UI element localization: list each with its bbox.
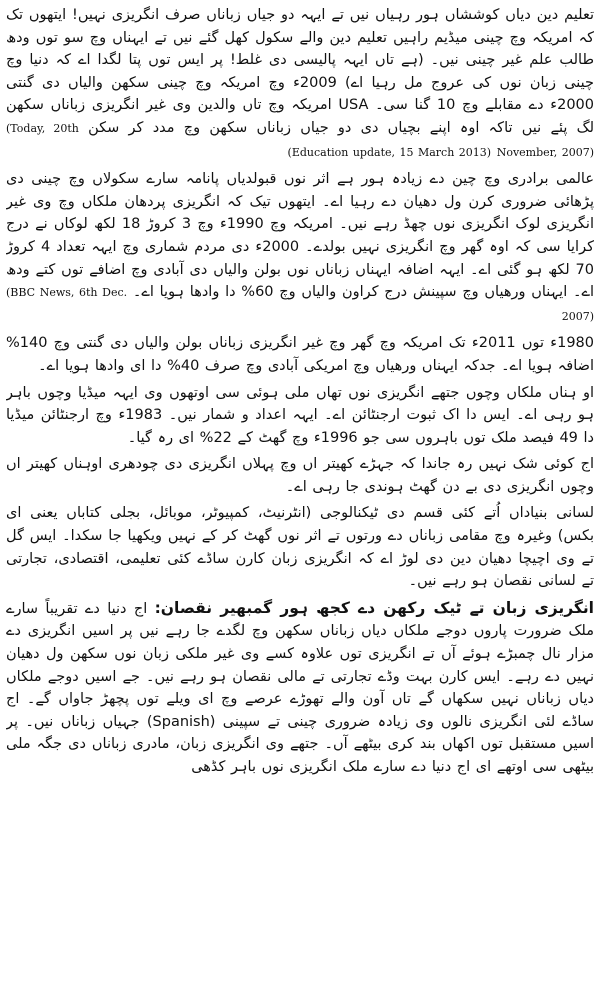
paragraph-4: او ہناں ملکاں وچوں جتھے انگریزی نوں تھاں ملی ہوئی سی اوتھوں وی ایہہ میڈیا وچوں باہر ہو رہی اے۔ ایس دا اک ثبوت ارجنٹائن اے۔ ایہہ اعداد و شمار نیں۔ 1983ء وچ ارجنٹائن میڈیا دا 49 فیصد ملک توں باہروں سی جو 1996ء وچ گھٹ کے 22% ای رہ گیا۔ xyxy=(6,384,594,446)
paragraph-3: 1980ء توں 2011ء تک امریکہ وچ گھر وچ غیر انگریزی زباناں بولن والیاں دی گنتی وچ 140% اضافہ ہویا اے۔ جدکہ ایہناں ورھیاں وچ امریکی آبادی وچ صرف 40% دا ای وادھا ہویا اے۔ xyxy=(6,335,594,374)
paragraph-6: لسانی بنیاداں اُتے کئی قسم دی ٹیکنالوجی (انٹرنیٹ، کمپیوٹر، موبائل، بجلی کتاباں یعنی ای بکس) وغیرہ وچ مقامی زباناں دے ورتوں تے اثر نوں گھٹ کر کے نہیں ویکھیا جا سکدا۔ ایس گل تے وی اچیچا دھیان دین دی لوڑ اے کہ انگریزی زبان کارن ساڈے کئی تعلیمی، اقتصادی، تجارتی تے لسانی نقصان ہو رہے نیں۔ xyxy=(6,505,594,590)
citation-education-update: (Education update, 15 March 2013) xyxy=(287,145,492,159)
paragraph-2-text: عالمی برادری وچ چین دے زیادہ ہور ہے اثر نوں قبولدیاں پانامہ سارے سکولاں وچ چینی دی پڑھائی ضروری کرن ول دھیان دے رہیا اے۔ ایتھوں تیک کہ انگریزی پردھان ملکاں وچ وی غیر انگریزی لوک انگریزی نوں چھڈ رہے نیں۔ امریکہ وچ 1990ء وچ 3 کروڑ 18 لکھ لوکاں نے درج کرایا سی کہ اوہ گھر وچ انگریزی نہیں بولدے۔ 2000ء دی مردم شماری وچ ایہہ تعداد 4 کروڑ 70 لکھ ہو گئی اے۔ ایہہ اضافہ ایہناں زباناں نوں بولن والیاں دی آبادی وچ اضافے توں کتے ودھ اے۔ ایہناں ورھیاں وچ سپینش درج کراون والیاں وچ 60% دا وادھا ہویا اے۔ xyxy=(6,171,594,301)
paragraph-5: اج کوئی شک نہیں رہ جاندا کہ جہڑے کھیتر اں وچ پہلاں انگریزی دی چودھری اوہناں کھیتر اں وچوں انگریزی دی بے دن گھٹ ہوندی جا رہی اے۔ xyxy=(6,456,594,495)
paragraph-1-text: تعلیم دین دیاں کوششاں ہور رہیاں نیں تے ایہہ دو جیاں زباناں صرف انگریزی نہیں! ایتھوں تک کہ امریکہ وچ چینی میڈیم راہیں تعلیم دین والے سکول کھل گئے نیں تے ایہناں وچ سو توں ودھ طالب علم غیر چینی نیں۔ (ہے تاں ایہہ پالیسی دی غلط! پر ایس توں پتا لگدا اے کہ دنیا وچ چینی زبان نوں کی عروج مل رہیا اے) 2009ء وچ امریکہ وچ چینی سکھن والیاں دی گنتی 2000ء دے مقابلے وچ 10 گنا سی۔ USA امریکہ وچ تاں والدین وی غیر انگریزی زباناں سکھن لگ پئے نیں تاکہ اوہ اپنے بچیاں دی دو جیاں زباناں سکھن وچ مدد کر سکن xyxy=(6,7,594,136)
paragraph-2 xyxy=(6,168,594,328)
paragraph-1 xyxy=(6,4,594,164)
paragraph-7-text: اج دنیا دے تقریباً سارے ملک ضرورت پاروں دوجے ملکاں دیاں زباناں سکھن وچ لگدے جا رہے نیں پر اسیں انگریزی دے مزار نال چمبڑے ہوئے آں تے انگریزی توں علاوہ کسے وی غیر ملکی زبان نوں سکھن ول دھیان نہیں دے رہے۔ ایس کارن بہت وڈے تجارتی تے مالی نقصان ہو رہے نیں۔ جے اسیں دوجے ملکاں دیاں زباناں نہیں سکھاں گے تاں آون والے تھوڑے عرصے وچ ای ویلے توں پچھڑ جاواں گے۔ اج ساڈے لئی انگریزی نالوں وی زیادہ ضروری چینی تے سپینی (Spanish) جہیاں زباناں نیں۔ پر اسیں مستقبل توں اکھاں بند کری بیٹھے آں۔ جتھے وی انگریزی زبان، مادری زباناں دی جگہ ملی بیٹھی سی اوتھے ای اج دنیا دے سارے ملک انگریزی نوں باہر کڈھی xyxy=(6,600,594,775)
document-page xyxy=(6,4,594,986)
section-heading: انگریزی زبان تے ٹیک رکھن دے کجھ ہور گمبھیر نقصان: xyxy=(154,598,594,617)
paragraph-7 xyxy=(6,597,594,779)
citation-today: (Today, 20th November, 2007) xyxy=(6,121,594,159)
citation-bbc-news: (BBC News, 6th Dec. 2007) xyxy=(6,286,594,323)
